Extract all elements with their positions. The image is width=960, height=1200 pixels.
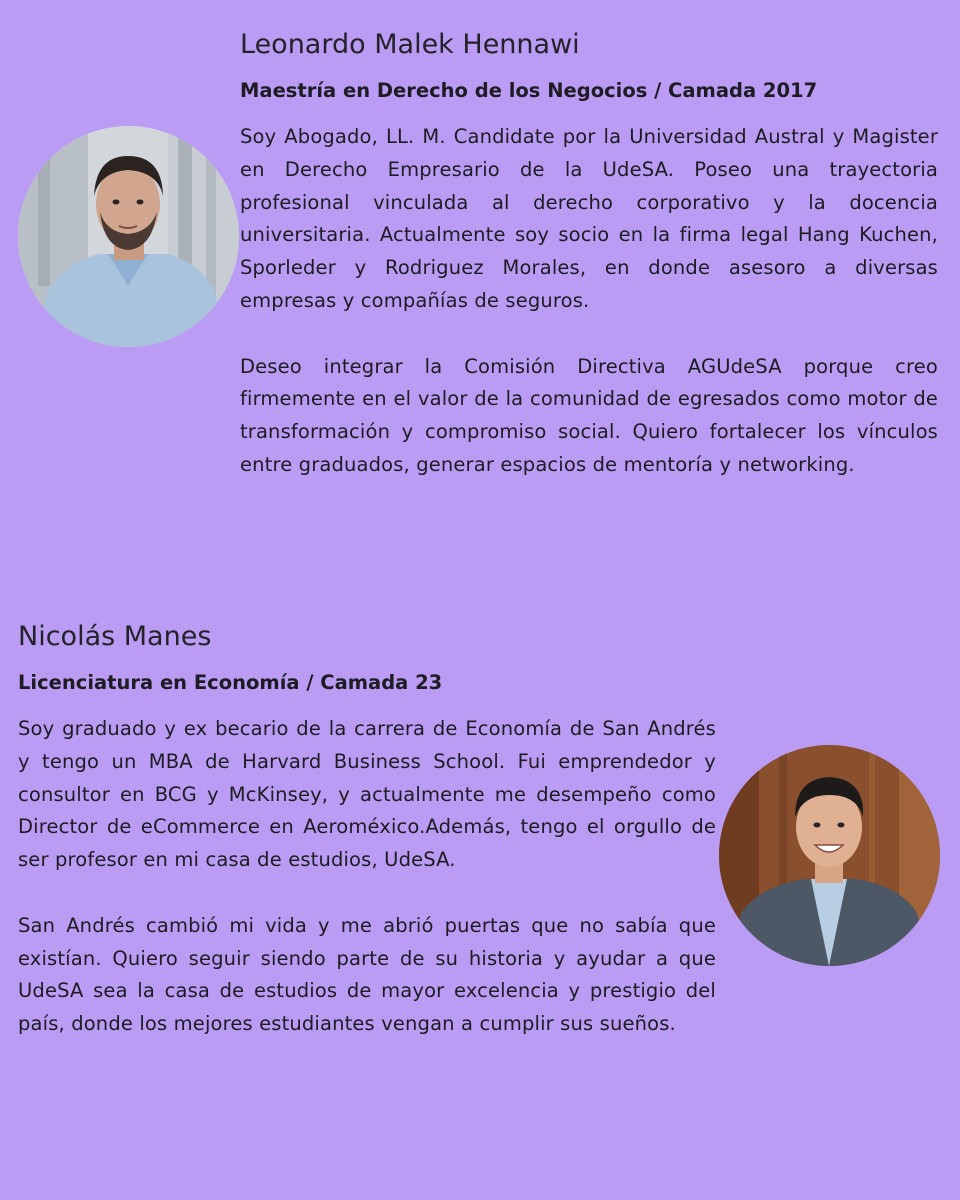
candidate-name: Leonardo Malek Hennawi [240, 29, 580, 60]
bio-paragraph: Soy Abogado, LL. M. Candidate por la Universidad Austral y Magister en Derecho Empresario de la UdeSA. Poseo una trayectoria profesional vinculada al derecho corporativo y la docencia universitaria. Actualmente soy socio en la firma legal Hang Kuchen, Sporleder y Rodriguez Morales, en donde asesoro a diversas empresas y compañías de seguros. [240, 125, 938, 312]
candidate-bio [18, 713, 716, 1041]
bio-paragraph: Soy graduado y ex becario de la carrera de Economía de San Andrés y tengo un MBA de Harvard Business School. Fui emprendedor y consultor en BCG y McKinsey, y actualmente me desempeño como Director de eCommerce en Aeroméxico.Además, tengo el orgullo de ser profesor en mi casa de estudios, UdeSA. [18, 717, 716, 872]
bio-paragraph: Deseo integrar la Comisión Directiva AGUdeSA porque creo firmemente en el valor de la comunidad de egresados como motor de transformación y compromiso social. Quiero fortalecer los vínculos entre graduados, generar espacios de mentoría y networking. [240, 354, 938, 476]
candidate-photo [18, 126, 239, 347]
candidate-program: Maestría en Derecho de los Negocios / Camada 2017 [240, 79, 818, 102]
candidate-program: Licenciatura en Economía / Camada 23 [18, 671, 443, 694]
candidate-photo [719, 745, 940, 966]
candidate-name: Nicolás Manes [18, 621, 212, 652]
bio-paragraph: San Andrés cambió mi vida y me abrió puertas que no sabía que existían. Quiero seguir siendo parte de su historia y ayudar a que UdeSA sea la casa de estudios de mayor excelencia y prestigio del país, donde los mejores estudiantes vengan a cumplir sus sueños. [18, 913, 716, 1036]
candidate-bio [240, 121, 938, 482]
